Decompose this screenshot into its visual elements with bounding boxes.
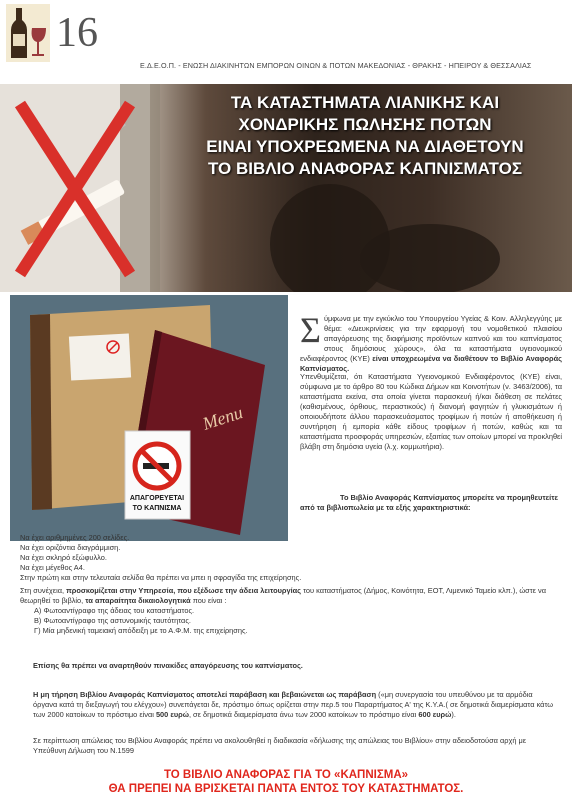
penalty-bold: Η μη τήρηση Βιβλίου Αναφοράς Καπνίσματος αποτελεί παράβαση και βεβαιώνεται ως παράβαση <box>33 690 377 699</box>
wine-bottle-glass-icon <box>6 4 50 62</box>
list-item: Β) Φωτοαντίγραφο της αστυνομικής ταυτότητας. <box>34 616 191 625</box>
loss-paragraph <box>33 736 555 756</box>
page-number: 16 <box>56 10 98 56</box>
penalty-amount: 500 ευρώ <box>155 710 189 719</box>
req-text: του καταστήματος (Δήμος, Κοινότητα, ΕΟΤ, Λιμενικό Ταμείο κλπ.), ώστε να θεωρηθεί το βιβλίο, <box>20 586 546 605</box>
article-definition <box>300 372 562 452</box>
hero-title-line: ΕΙΝΑΙ ΥΠΟΧΡΕΩΜΕΝΑ ΝΑ ΔΙΑΘΕΤΟΥΝ <box>206 137 524 156</box>
penalty-paragraph <box>33 690 555 720</box>
definition-text: Υπενθυμίζεται, ότι Καταστήματα Υγειονομικού Ενδιαφέροντος (ΚΥΕ) είναι, σύμφωνα με το άρθρο 80 του Κώδικα Δήμων και Κοινοτήτων (ν. 3463/2006), τα καταστήματα εκείνα, στα οποία γίνεται παρασκευή ή/και διάθεση σε πελάτες (καθισμένους, όρθιους, περαστικούς) ή διανομή φαγητών ή γλυκισμάτων ή οποιουδήποτε άλλου παρασκευάσματος τροφίμων ή ποτών ή αποθήκευση ή συντήρηση ή εμπορία κάθε είδους τροφίμων ή ποτών, καθώς και τα καταστήματα προσφοράς υπηρεσιών, εξαιτίας των οποίων μπορεί να προκληθεί βλάβη στη δημόσια υγεία (λ.χ. κομμωτήρια). <box>300 372 562 451</box>
req-bold: προσκομίζεται στην Υπηρεσία, που εξέδωσε την άδεια λειτουργίας <box>66 586 302 595</box>
product-photo <box>10 295 288 541</box>
association-name: Ε.Δ.Ε.Ο.Π. - ΕΝΩΣΗ ΔΙΑΚΙΝΗΤΩΝ ΕΜΠΟΡΩΝ ΟΙΝΩΝ & ΠΟΤΩΝ ΜΑΚΕΔΟΝΙΑΣ - ΘΡΑΚΗΣ - ΗΠΕΙΡΟΥ & ΘΕΣΣΑΛΙΑΣ <box>140 61 532 70</box>
book-and-menu-illustration <box>10 295 288 541</box>
intro-bold: είναι υποχρεωμένα να διαθέτουν το Βιβλίο Αναφοράς Καπνίσματος. <box>300 354 562 373</box>
list-item: Να έχει οριζόντια διαγράμμιση. <box>20 543 121 552</box>
penalty-amount: 600 ευρώ <box>418 710 452 719</box>
hero-title-line: ΤΑ ΚΑΤΑΣΤΗΜΑΤΑ ΛΙΑΝΙΚΗΣ ΚΑΙ <box>230 93 500 112</box>
list-item: Γ) Μία μηδενική ταμειακή απόδειξη με το Α.Φ.Μ. της επιχείρησης. <box>34 626 248 635</box>
requirements <box>20 586 560 636</box>
penalty-text: ). <box>451 710 456 719</box>
list-item: Να έχει μέγεθος Α4. <box>20 563 85 572</box>
intro-text: ύμφωνα με την εγκύκλιο του Υπουργείου Υγείας & Κοιν. Αλληλεγγύης με θέμα: «Διευκρινίσεις για την εφαρμογή του νομοθετικού πλαισίου απαγόρευσης της διαφήμισης προϊόντων καπνού και του καπνίσματος στους δημόσιους χώρους», όλα τα καταστήματα υγειονομικού ενδιαφέροντος (ΚΥΕ) <box>300 314 562 363</box>
article-intro <box>300 310 562 374</box>
penalty-text: , σε δημοτικά διαμερίσματα άνω των 2000 κατοίκων το πρόστιμο είναι <box>188 710 419 719</box>
hero-title-line: ΧΟΝΔΡΙΚΗΣ ΠΩΛΗΣΗΣ ΠΟΤΩΝ <box>238 115 492 134</box>
documents-list <box>20 606 560 636</box>
list-item: Α) Φωτοαντίγραφο της άδειας του καταστήματος. <box>34 606 195 615</box>
list-item: Να έχει σκληρό εξώφυλλο. <box>20 553 107 562</box>
availability <box>300 493 562 513</box>
loss-text: Σε περίπτωση απώλειας του Βιβλίου Αναφοράς πρέπει να ακολουθηθεί η διαδικασία «δήλωσης της απώλειας του Βιβλίου» στην αδειοδοτούσα αρχή με Υπεύθυνη Δήλωση του Ν.1599 <box>33 736 527 755</box>
menu-text: Menu <box>200 402 246 434</box>
req-bold: τα απαραίτητα δικαιολογητικά <box>85 596 191 605</box>
closing-line: ΤΟ ΒΙΒΛΙΟ ΑΝΑΦΟΡΑΣ ΓΙΑ ΤΟ «ΚΑΠΝΙΣΜΑ» <box>163 769 409 781</box>
sign-text-1: ΑΠΑΓΟΡΕΥΕΤΑΙ <box>129 495 185 502</box>
hero-banner <box>0 84 572 292</box>
penalty-text: («μη συνεργασία του υπευθύνου με τα αρμόδια όργανα κατά τη διεξαγωγή του ελέγχου») συνεπάγεται δε, πρόστιμο όπως ορίζεται στην περ.5 του Παραρτήματος Α' της Κ.Υ.Α.( σε δημοτικά διαμερίσματα κάτω των 2000 κατοίκων το πρόστιμο είναι <box>33 690 554 719</box>
req-text: που είναι : <box>190 596 227 605</box>
req-text: Στη συνέχεια, <box>20 586 67 595</box>
list-item: Να έχει αριθμημένες 200 σελίδες. <box>20 533 130 542</box>
posters-note: Επίσης θα πρέπει να αναρτηθούν πινακίδες απαγόρευσης του καπνίσματος. <box>33 661 303 670</box>
availability-text: Το Βιβλίο Αναφοράς Καπνίσματος μπορείτε να προμηθευτείτε από τα βιβλιοπωλεία με τα εξής χαρακτηριστικά: <box>300 493 559 512</box>
sign-text-2: ΤΟ ΚΑΠΝΙΣΜΑ <box>132 505 182 512</box>
closing-notice <box>0 768 572 796</box>
features-list <box>20 533 560 583</box>
hero-title-line: ΤΟ ΒΙΒΛΙΟ ΑΝΑΦΟΡΑΣ ΚΑΠΝΙΣΜΑΤΟΣ <box>207 159 523 178</box>
drop-cap: Σ <box>300 310 321 350</box>
hero-title <box>170 92 560 180</box>
closing-line: ΘΑ ΠΡΕΠΕΙ ΝΑ ΒΡΙΣΚΕΤΑΙ ΠΑΝΤΑ ΕΝΤΟΣ ΤΟΥ ΚΑΤΑΣΤΗΜΑΤΟΣ. <box>108 783 464 795</box>
list-item: Στην πρώτη και στην τελευταία σελίδα θα πρέπει να μπει η σφραγίδα της επιχείρησης. <box>20 573 302 582</box>
